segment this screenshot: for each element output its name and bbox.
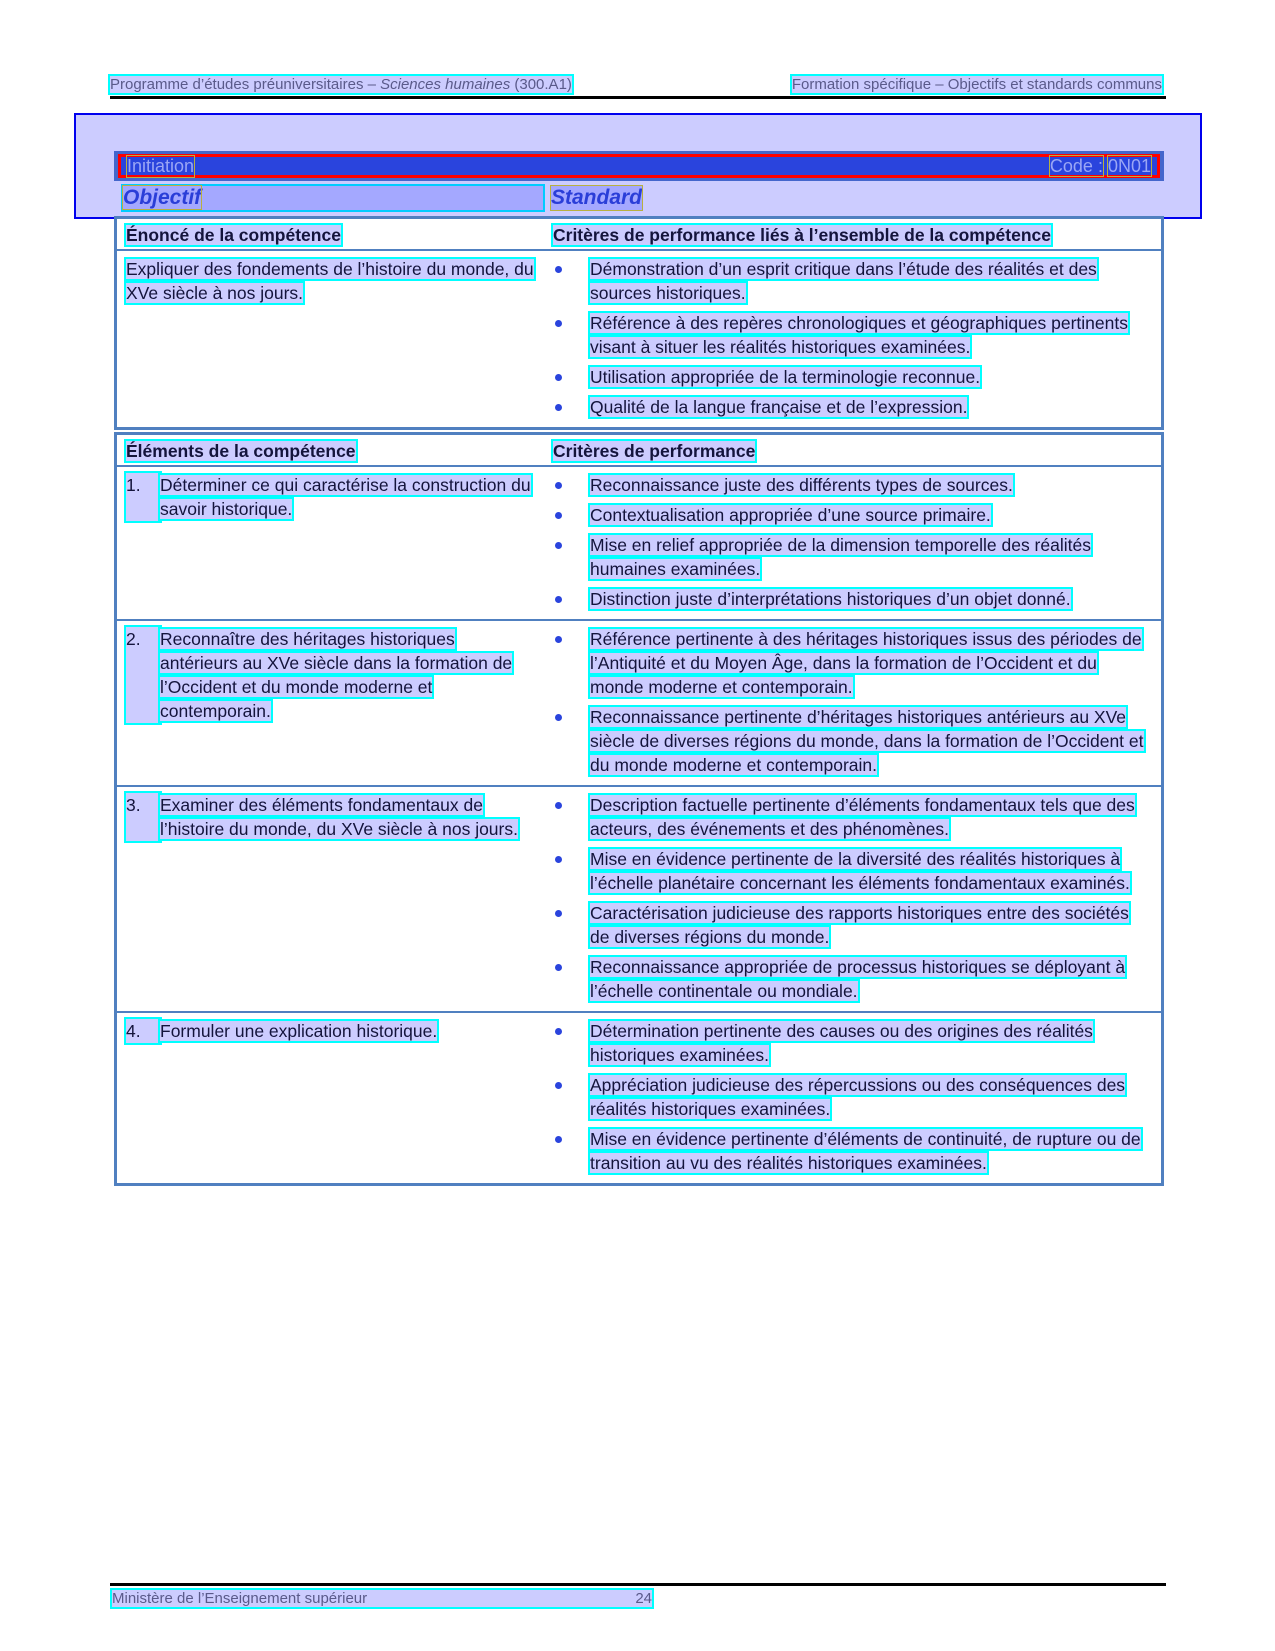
performance-header: Critères de performance bbox=[553, 441, 756, 461]
criterion-item bbox=[553, 1073, 1153, 1121]
code-value: 0N01 bbox=[1107, 155, 1151, 176]
statement-header: Énoncé de la compétence bbox=[126, 225, 341, 245]
criterion-item bbox=[553, 503, 1153, 527]
bullet-icon bbox=[555, 404, 562, 411]
criterion-item bbox=[553, 311, 1153, 359]
criterion-item bbox=[553, 705, 1153, 777]
bullet-icon bbox=[555, 1028, 562, 1035]
criterion-item bbox=[553, 847, 1153, 895]
bullet-icon bbox=[555, 802, 562, 809]
element-text: Reconnaître des héritages historiques antérieurs au XVe siècle dans la formation de l’Occident et du monde moderne et contemporain. bbox=[160, 629, 513, 721]
criterion-item bbox=[553, 627, 1153, 699]
criterion-text: Mise en évidence pertinente d’éléments de continuité, de rupture ou de transition au vu des réalités historiques examinées. bbox=[590, 1129, 1141, 1173]
bullet-icon bbox=[555, 1136, 562, 1143]
bullet-icon bbox=[555, 714, 562, 721]
criterion-item bbox=[553, 473, 1153, 497]
page-header-left: Programme d’études préuniversitaires – Sciences humaines (300.A1) bbox=[110, 76, 572, 93]
bullet-icon bbox=[555, 964, 562, 971]
criterion-text: Reconnaissance juste des différents types de sources. bbox=[590, 475, 1013, 495]
element-text: Examiner des éléments fondamentaux de l’histoire du monde, du XVe siècle à nos jours. bbox=[160, 795, 518, 839]
element-number: 4. bbox=[126, 1019, 160, 1043]
criterion-text: Reconnaissance appropriée de processus historiques se déployant à l’échelle continentale ou mondiale. bbox=[590, 957, 1126, 1001]
code-label: Code : bbox=[1049, 155, 1103, 176]
criterion-text: Qualité de la langue française et de l’expression. bbox=[590, 397, 968, 417]
bullet-icon bbox=[555, 910, 562, 917]
bullet-icon bbox=[555, 374, 562, 381]
element-criteria-list bbox=[553, 793, 1153, 1003]
criterion-text: Référence pertinente à des héritages historiques issus des périodes de l’Antiquité et du Moyen Âge, dans la formation de l’Occident et du monde moderne et contemporain. bbox=[590, 629, 1142, 697]
course-title: Initiation bbox=[127, 155, 195, 176]
element-criteria-list bbox=[553, 1019, 1153, 1175]
bullet-icon bbox=[555, 512, 562, 519]
element-row bbox=[116, 620, 1163, 786]
footer-rule bbox=[110, 1583, 1166, 1586]
criterion-text: Reconnaissance pertinente d’héritages historiques antérieurs au XVe siècle de diverses régions du monde, dans la formation de l’Occident et du monde moderne et contemporain. bbox=[590, 707, 1144, 775]
criterion-text: Distinction juste d’interprétations historiques d’un objet donné. bbox=[590, 589, 1071, 609]
page-header bbox=[110, 76, 1162, 93]
competence-criteria-list bbox=[553, 257, 1153, 419]
page-number: 24 bbox=[635, 1590, 652, 1607]
criterion-text: Appréciation judicieuse des répercussions ou des conséquences des réalités historiques examinées. bbox=[590, 1075, 1126, 1119]
element-row bbox=[116, 466, 1163, 620]
criterion-item bbox=[553, 901, 1153, 949]
criteria-header: Critères de performance liés à l’ensemble de la compétence bbox=[553, 225, 1051, 245]
competence-table bbox=[114, 216, 1164, 430]
criterion-item bbox=[553, 955, 1153, 1003]
element-number: 3. bbox=[126, 793, 160, 841]
standard-title: Standard bbox=[551, 186, 643, 209]
elements-header: Éléments de la compétence bbox=[126, 441, 356, 461]
elements-table bbox=[114, 432, 1164, 1186]
page-footer bbox=[112, 1590, 652, 1607]
criterion-item bbox=[553, 395, 1153, 419]
criterion-item bbox=[553, 1019, 1153, 1067]
criterion-text: Mise en relief appropriée de la dimension temporelle des réalités humaines examinées. bbox=[590, 535, 1091, 579]
criterion-item bbox=[553, 365, 1153, 389]
footer-ministry: Ministère de l’Enseignement supérieur bbox=[112, 1590, 368, 1607]
bullet-icon bbox=[555, 856, 562, 863]
objective-title: Objectif bbox=[123, 186, 202, 209]
criterion-item bbox=[553, 1127, 1153, 1175]
competence-statement: Expliquer des fondements de l’histoire du monde, du XVe siècle à nos jours. bbox=[126, 259, 534, 303]
element-criteria-list bbox=[553, 627, 1153, 777]
element-text: Formuler une explication historique. bbox=[160, 1021, 438, 1041]
bullet-icon bbox=[555, 542, 562, 549]
criterion-item bbox=[553, 257, 1153, 305]
criterion-item bbox=[553, 793, 1153, 841]
criterion-item bbox=[553, 533, 1153, 581]
criterion-text: Détermination pertinente des causes ou des origines des réalités historiques examinées. bbox=[590, 1021, 1093, 1065]
bullet-icon bbox=[555, 596, 562, 603]
criterion-text: Mise en évidence pertinente de la diversité des réalités historiques à l’échelle planétaire concernant les éléments fondamentaux examinés. bbox=[590, 849, 1130, 893]
bullet-icon bbox=[555, 636, 562, 643]
page-header-right: Formation spécifique – Objectifs et standards communs bbox=[791, 76, 1162, 93]
bullet-icon bbox=[555, 482, 562, 489]
column-titles bbox=[123, 186, 723, 212]
bullet-icon bbox=[555, 320, 562, 327]
bullet-icon bbox=[555, 1082, 562, 1089]
criterion-item bbox=[553, 587, 1153, 611]
element-text: Déterminer ce qui caractérise la construction du savoir historique. bbox=[160, 475, 531, 519]
criterion-text: Démonstration d’un esprit critique dans l’étude des réalités et des sources historiques. bbox=[590, 259, 1097, 303]
criterion-text: Utilisation appropriée de la terminologie reconnue. bbox=[590, 367, 981, 387]
element-number: 2. bbox=[126, 627, 160, 723]
criterion-text: Contextualisation appropriée d’une source primaire. bbox=[590, 505, 991, 525]
criterion-text: Description factuelle pertinente d’éléments fondamentaux tels que des acteurs, des événements et des phénomènes. bbox=[590, 795, 1135, 839]
header-rule bbox=[110, 96, 1166, 99]
element-criteria-list bbox=[553, 473, 1153, 611]
element-number: 1. bbox=[126, 473, 160, 521]
bullet-icon bbox=[555, 266, 562, 273]
criterion-text: Caractérisation judicieuse des rapports historiques entre des sociétés de diverses régions du monde. bbox=[590, 903, 1129, 947]
element-row bbox=[116, 786, 1163, 1012]
element-row bbox=[116, 1012, 1163, 1185]
course-bar bbox=[114, 151, 1164, 181]
criterion-text: Référence à des repères chronologiques et géographiques pertinents visant à situer les réalités historiques examinées. bbox=[590, 313, 1128, 357]
